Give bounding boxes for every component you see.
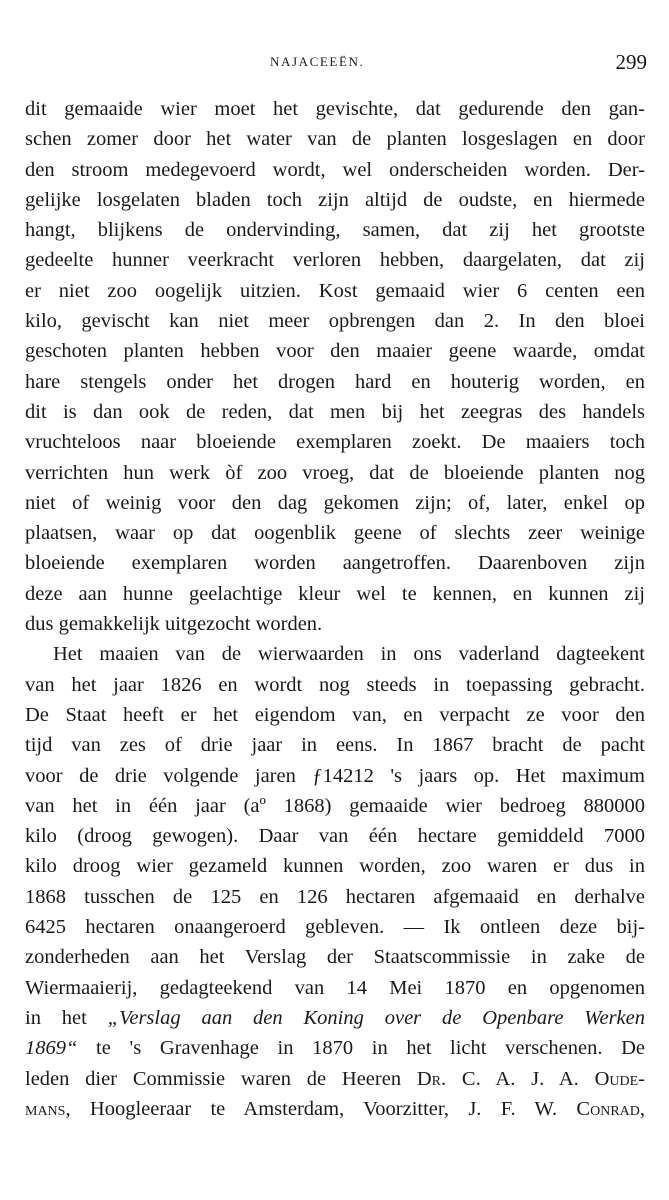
text-line: verrichten hun werk òf zoo vroeg, dat de bloeiende planten nog [25, 461, 645, 484]
text-line: 1868 tusschen de 125 en 126 hectaren afgemaaid en derhalve [25, 885, 645, 908]
text-line: hangt, blijkens de ondervinding, samen, dat zij het grootste [25, 219, 645, 242]
text-segment: leden dier Commissie waren de Heeren [25, 1067, 417, 1090]
running-head-title: NAJACEEËN. [270, 54, 365, 69]
text-line: gelijke losgelaten bladen toch zijn altijd de oudste, en hiermede [25, 188, 645, 211]
text-line: er niet zoo oogelijk uitzien. Kost gemaaid wier 6 centen een [25, 279, 645, 302]
text-line: hare stengels onder het drogen hard en houterig worden, en [25, 370, 645, 393]
text-line: van het in één jaar (aº 1868) gemaaide wier bedroeg 880000 [25, 794, 645, 817]
text-line: schen zomer door het water van de planten losgeslagen en door [25, 128, 645, 151]
text-line: zonderheden aan het Verslag der Staatscommissie in zake de [25, 946, 645, 969]
text-line: dit is dan ook de reden, dat men bij het zeegras des handels [25, 400, 645, 423]
text-line: kilo droog wier gezameld kunnen worden, zoo waren er dus in [25, 855, 645, 878]
text-line: geschoten planten hebben voor den maaier geene waarde, omdat [25, 340, 645, 363]
text-segment: te 's Gravenhage in 1870 in het licht verschenen. De [77, 1037, 645, 1060]
paragraph-end-line: dus gemakkelijk uitgezocht worden. [25, 613, 323, 636]
running-head [0, 50, 669, 74]
small-caps-name-segment: Dr. C. A. J. A. Oude- [416, 1067, 645, 1090]
text-line: van het jaar 1826 en wordt nog steeds in toepassing gebracht. [25, 673, 645, 696]
text-line: kilo, gevischt kan niet meer opbrengen dan 2. In den bloei [25, 310, 645, 333]
text-line: deze aan hunne geelachtige kleur wel te kennen, en kunnen zij [25, 582, 645, 605]
text-line: De Staat heeft er het eigendom van, en verpacht ze voor den [25, 703, 645, 726]
paragraph-start-line: Het maaien van de wierwaarden in ons vaderland dagteekent [53, 643, 645, 666]
body-text [25, 94, 645, 1124]
text-line: 6425 hectaren onaangeroerd gebleven. — Ik ontleen deze bij- [25, 916, 645, 939]
text-line: dit gemaaide wier moet het gevischte, dat gedurende den gan- [25, 98, 645, 120]
text-line: den stroom medegevoerd wordt, wel onderscheiden worden. Der- [25, 158, 645, 181]
text-segment: , Hoogleeraar te Amsterdam, Voorzitter, J. F. W. [65, 1097, 577, 1120]
text-line: kilo (droog gewogen). Daar van één hectare gemiddeld 7000 [25, 825, 645, 848]
italic-title-segment: „Verslag aan den Koning over de Openbare Werken [107, 1006, 645, 1029]
text-line: plaatsen, waar op dat oogenblik geene of slechts zeer weinige [25, 522, 645, 545]
text-line-with-names [25, 1064, 645, 1094]
text-segment: in het [25, 1006, 108, 1029]
text-line: tijd van zes of drie jaar in eens. In 1867 bracht de pacht [25, 734, 645, 757]
small-caps-name-segment: mans [25, 1097, 66, 1120]
text-line-with-names [25, 1094, 645, 1124]
text-segment: , [639, 1097, 645, 1120]
text-line: bloeiende exemplaren worden aangetroffen. Daarenboven zijn [25, 552, 645, 575]
text-line: voor de drie volgende jaren ƒ14212 's jaars op. Het maximum [25, 764, 645, 787]
small-caps-name-segment: Conrad [576, 1097, 640, 1120]
text-line: vruchteloos naar bloeiende exemplaren zoekt. De maaiers toch [25, 431, 645, 454]
text-line: niet of weinig voor den dag gekomen zijn; of, later, enkel op [25, 491, 645, 514]
text-line-with-title [25, 1033, 645, 1063]
text-line-with-title [25, 1003, 645, 1033]
text-line: Wiermaaierij, gedagteekend van 14 Mei 1870 en opgenomen [25, 976, 645, 999]
italic-title-segment: 1869“ [25, 1037, 78, 1060]
page-number: 299 [615, 50, 647, 74]
text-line: gedeelte hunner veerkracht verloren hebben, daargelaten, dat zij [25, 249, 645, 272]
